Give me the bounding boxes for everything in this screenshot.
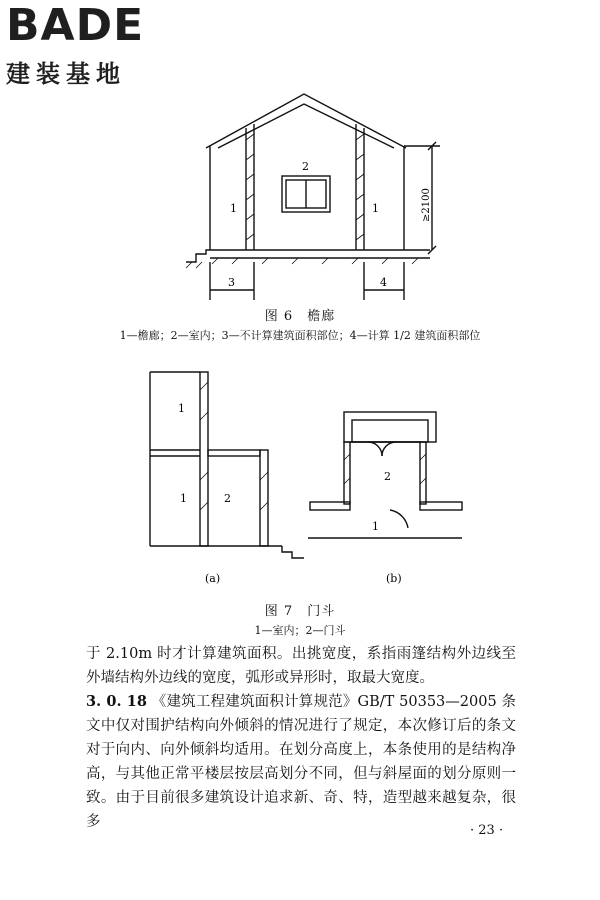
fig7b-label-indoor: 1 — [372, 520, 379, 533]
figure-7-legend: 1—室内；2—门斗 — [254, 624, 346, 637]
fig6-label-eaves-left: 1 — [230, 202, 237, 215]
fig7-sub-a: (a) — [205, 572, 221, 585]
paragraph-1-text: 于 2.10m 时才计算建筑面积。出挑宽度，系指雨篷结构外边线至外墙结构外边线的宽度，弧形或异形时，取最大宽度。 — [86, 646, 516, 686]
fig6-label-no-area: 3 — [228, 276, 235, 289]
figure-6-legend: 1—檐廊；2—室内；3—不计算建筑面积部位；4—计算 1/2 建筑面积部位 — [119, 329, 481, 342]
fig7-sub-b: (b) — [386, 572, 402, 585]
body-paragraph-1 — [86, 642, 516, 690]
fig7a-label-left: 1 — [180, 492, 187, 505]
fig6-height-dimension: ≥2100 — [421, 188, 432, 222]
fig7b-label-porch: 2 — [384, 470, 391, 483]
fig6-label-indoor: 2 — [302, 160, 309, 173]
logo-wordmark: BADE — [6, 0, 145, 51]
fig7a-label-right: 2 — [224, 492, 231, 505]
fig6-label-half-area: 4 — [380, 276, 387, 289]
figure-6-caption: 图 6 檐廊 — [264, 309, 336, 324]
figure-7-caption: 图 7 门斗 — [264, 604, 336, 619]
page-number: · 23 · — [470, 823, 504, 838]
body-paragraph-2 — [86, 690, 516, 834]
logo-subtitle: 建装基地 — [6, 60, 126, 88]
figure-7-drawing — [0, 360, 600, 600]
fig6-label-eaves-right: 1 — [372, 202, 379, 215]
section-number: 3. 0. 18 — [86, 693, 147, 710]
fig7a-label-upper: 1 — [178, 402, 185, 415]
figure-6-drawing — [0, 0, 600, 300]
paragraph-2-text: 《建筑工程建筑面积计算规范》GB/T 50353—2005 条文中仅对围护结构向外倾斜的情况进行了规定，本次修订后的条文对于向内、向外倾斜均适用。在划分高度上，本条使用的是结构净高，与其他正常平楼层按层高划分不同，但与斜屋面的划分原则一致。由于目前很多建筑设计追求新、奇、特，造型越来越复杂，很多 — [86, 694, 516, 830]
